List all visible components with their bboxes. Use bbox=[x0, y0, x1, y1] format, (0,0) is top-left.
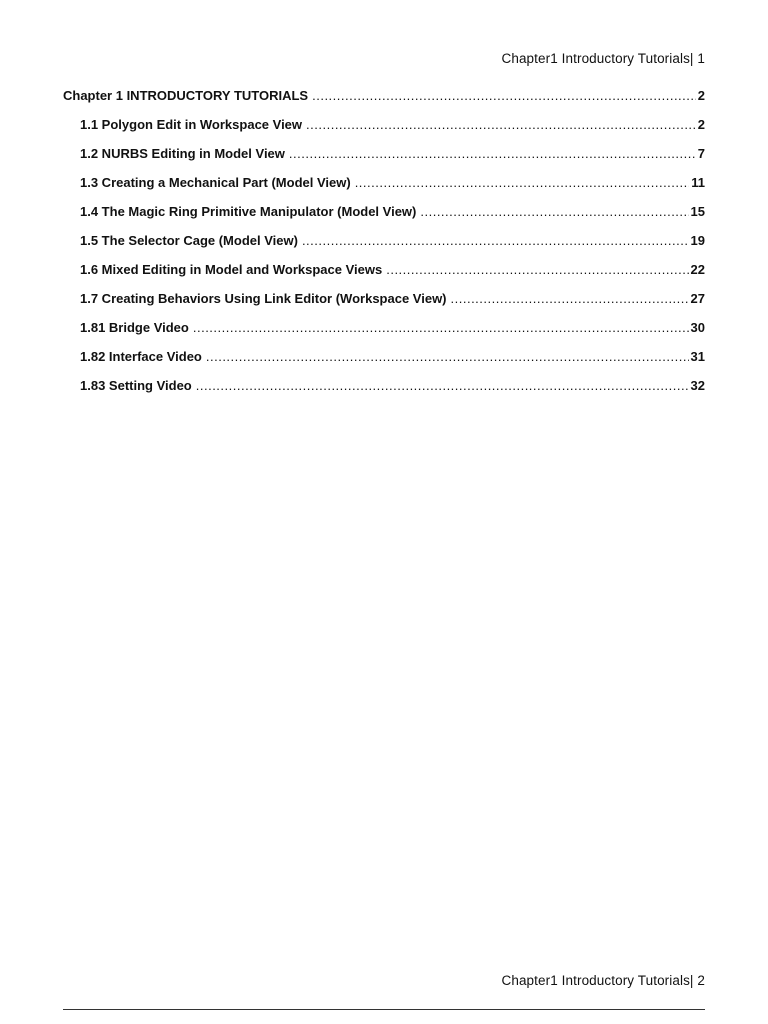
table-of-contents bbox=[63, 88, 705, 407]
toc-entry-1-4[interactable] bbox=[63, 204, 705, 233]
toc-entry-label: Chapter 1 INTRODUCTORY TUTORIALS bbox=[63, 88, 309, 103]
toc-entry-1-82[interactable] bbox=[63, 349, 705, 378]
toc-entry-page: 32 bbox=[690, 378, 705, 393]
toc-entry-label: 1.5 The Selector Cage (Model View) bbox=[80, 233, 298, 248]
dot-leader bbox=[302, 233, 689, 248]
toc-entry-label: 1.3 Creating a Mechanical Part (Model View) bbox=[80, 175, 351, 190]
toc-entry-label: 1.2 NURBS Editing in Model View bbox=[80, 146, 285, 161]
dot-leader bbox=[451, 291, 689, 306]
dot-leader bbox=[196, 378, 689, 393]
toc-entry-page: 2 bbox=[697, 88, 705, 103]
toc-entry-chapter-1[interactable] bbox=[63, 88, 705, 117]
toc-entry-label: 1.6 Mixed Editing in Model and Workspace Views bbox=[80, 262, 383, 277]
toc-entry-1-81[interactable] bbox=[63, 320, 705, 349]
toc-entry-1-2[interactable] bbox=[63, 146, 705, 175]
page-header: Chapter1 Introductory Tutorials| 1 bbox=[501, 51, 705, 66]
dot-leader bbox=[355, 175, 690, 190]
toc-entry-1-83[interactable] bbox=[63, 378, 705, 407]
toc-entry-label: 1.83 Setting Video bbox=[80, 378, 192, 393]
page-footer: Chapter1 Introductory Tutorials| 2 bbox=[501, 973, 705, 988]
toc-entry-1-1[interactable] bbox=[63, 117, 705, 146]
toc-entry-label: 1.1 Polygon Edit in Workspace View bbox=[80, 117, 303, 132]
toc-entry-1-3[interactable] bbox=[63, 175, 705, 204]
dot-leader bbox=[306, 117, 696, 132]
toc-entry-page: 22 bbox=[690, 262, 705, 277]
toc-entry-page: 2 bbox=[697, 117, 705, 132]
toc-entry-label: 1.82 Interface Video bbox=[80, 349, 202, 364]
toc-entry-page: 15 bbox=[690, 204, 705, 219]
toc-entry-page: 31 bbox=[690, 349, 705, 364]
dot-leader bbox=[420, 204, 688, 219]
toc-entry-1-6[interactable] bbox=[63, 262, 705, 291]
toc-entry-page: 19 bbox=[690, 233, 705, 248]
dot-leader bbox=[289, 146, 696, 161]
dot-leader bbox=[386, 262, 688, 277]
toc-entry-1-5[interactable] bbox=[63, 233, 705, 262]
toc-entry-page: 7 bbox=[697, 146, 705, 161]
toc-entry-1-7[interactable] bbox=[63, 291, 705, 320]
toc-entry-label: 1.81 Bridge Video bbox=[80, 320, 189, 335]
toc-entry-label: 1.4 The Magic Ring Primitive Manipulator (Model View) bbox=[80, 204, 417, 219]
toc-entry-page: 11 bbox=[691, 175, 705, 190]
toc-entry-page: 30 bbox=[690, 320, 705, 335]
dot-leader bbox=[312, 88, 696, 103]
footer-divider bbox=[63, 1009, 705, 1010]
toc-entry-page: 27 bbox=[690, 291, 705, 306]
dot-leader bbox=[206, 349, 689, 364]
toc-entry-label: 1.7 Creating Behaviors Using Link Editor (Workspace View) bbox=[80, 291, 447, 306]
dot-leader bbox=[193, 320, 689, 335]
